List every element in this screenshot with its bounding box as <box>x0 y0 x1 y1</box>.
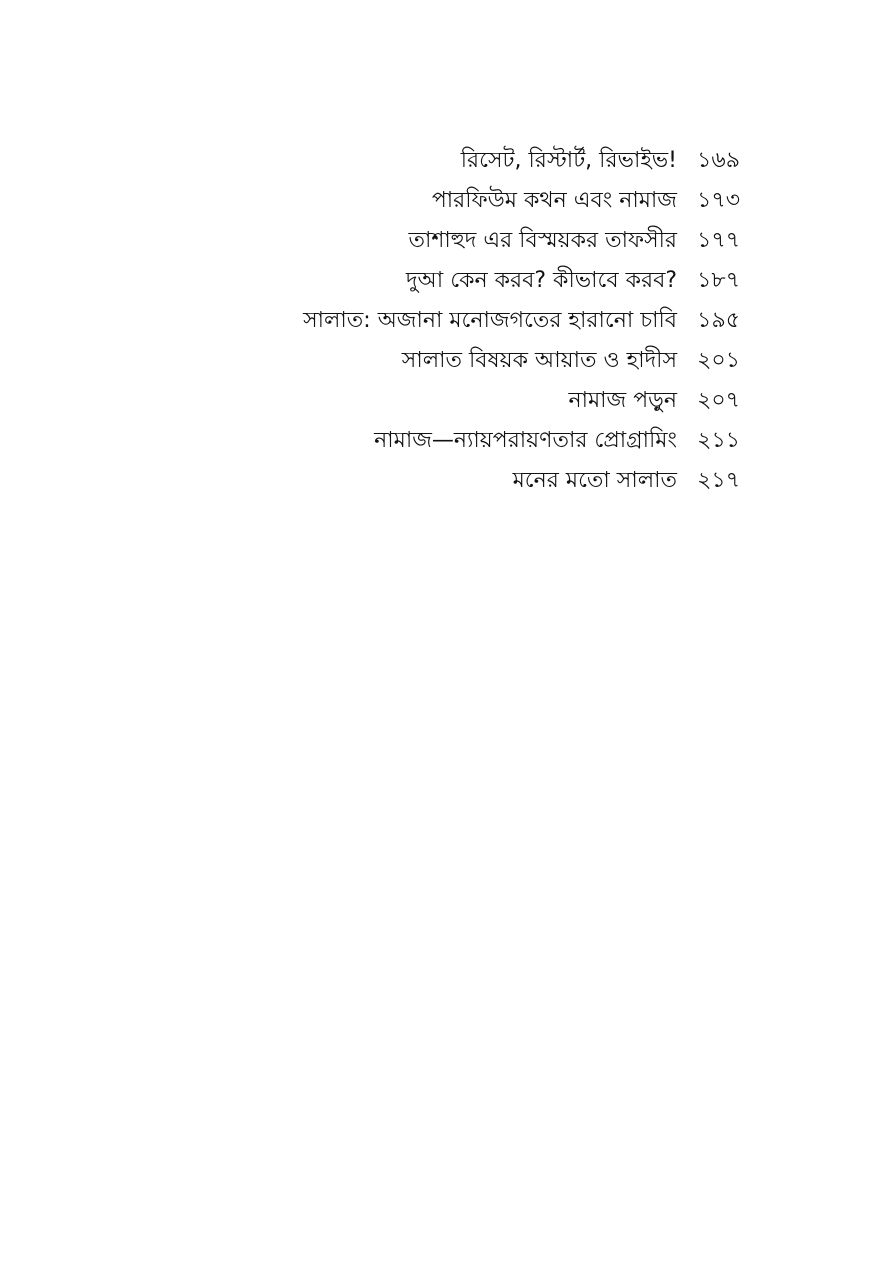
toc-entry <box>0 261 870 301</box>
toc-entry-page: ১৬৯ <box>697 148 740 173</box>
toc-entry-page: ১৭৭ <box>697 228 740 253</box>
toc-entry-page: ২০১ <box>697 348 740 373</box>
toc-entry-title: পারফিউম কথন এবং নামাজ <box>431 188 677 213</box>
table-of-contents <box>0 141 870 501</box>
toc-entry-page: ১৯৫ <box>697 308 740 333</box>
toc-entry-page: ১৮৭ <box>697 268 740 293</box>
toc-entry <box>0 181 870 221</box>
toc-entry-title: রিসেট, রিস্টার্ট, রিভাইভ! <box>460 148 677 173</box>
toc-entry <box>0 221 870 261</box>
toc-entry-page: ১৭৩ <box>697 188 740 213</box>
toc-entry <box>0 461 870 501</box>
toc-entry <box>0 341 870 381</box>
toc-entry-title: নামাজ—ন্যায়পরায়ণতার প্রোগ্রামিং <box>374 428 677 453</box>
toc-entry-page: ২০৭ <box>697 388 740 413</box>
toc-entry-title: তাশাহুদ এর বিস্ময়কর তাফসীর <box>408 228 677 253</box>
toc-entry <box>0 381 870 421</box>
toc-entry-title: দুআ কেন করব? কীভাবে করব? <box>405 268 677 293</box>
toc-entry-page: ২১৭ <box>697 468 740 493</box>
toc-entry <box>0 421 870 461</box>
toc-entry <box>0 301 870 341</box>
toc-entry-title: নামাজ পড়ুন <box>568 388 677 413</box>
toc-entry-title: সালাত বিষয়ক আয়াত ও হাদীস <box>401 348 677 373</box>
toc-entry <box>0 141 870 181</box>
toc-entry-page: ২১১ <box>697 428 740 453</box>
toc-entry-title: সালাত: অজানা মনোজগতের হারানো চাবি <box>303 308 677 333</box>
toc-entry-title: মনের মতো সালাত <box>512 468 677 493</box>
